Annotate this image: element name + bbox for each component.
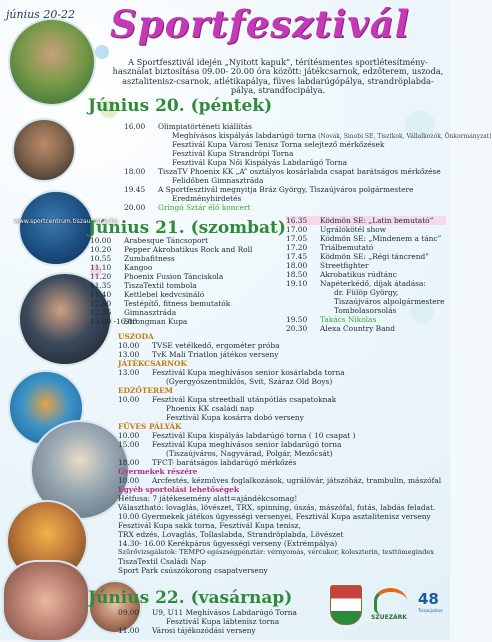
schedule-event: Phoenix KK családi nap [166,404,255,413]
schedule-time: 16.35 [286,216,308,225]
schedule-row [124,131,492,140]
schedule-event: Fesztivál Kupa kosárra dobó verseny [166,413,304,422]
schedule-row [124,122,444,131]
schedule-event: Arcfestés, kézműves foglalkozások, ugrálóvár, játszóház, trambulin, mászófal [152,476,442,485]
schedule-event: Városi tájékozódási verseny [152,626,256,635]
anniversary-number: 48 [418,590,439,608]
schedule-time: 12.00 [90,299,112,308]
venue-heading: USZODA [118,332,154,341]
schedule-event: Fesztivál Kupa Strandröpi Torna [172,149,294,158]
schedule-row [286,261,446,270]
schedule-time: 19.45 [124,185,146,194]
schedule-row [90,272,290,281]
szuezark-logo [366,588,412,628]
schedule-row [90,254,290,263]
schedule-row [124,149,444,158]
schedule-event: Eredményhirdetés [172,194,242,203]
schedule-event: Fesztivál Kupa streetball utánpótlás csapatoknak [152,395,337,404]
schedule-event: (Tiszaújváros, Nagyvárad, Polgár, Mezőcsát) [166,449,333,458]
schedule-event: Tiszaújváros alpolgármestere [334,297,445,306]
schedule-time: 17.20 [286,243,308,252]
day1-title: Június 20. (péntek) [88,96,273,116]
children-photo [2,560,90,642]
schedule-row [118,458,448,467]
schedule-event: Arabesque Táncsoport [124,236,208,245]
schedule-time: 20.30 [286,324,308,333]
schedule-event: Fesztivál Kupa Városi Tenisz Torna selejtező mérkőzések [172,140,385,149]
day2-right-schedule [286,216,446,333]
arc-icon [374,588,407,614]
schedule-time: 19.10 [286,279,308,288]
other-sports-line: Választható: lovaglás, lövészet, TRX, spinning, úszás, mászófal, futás, labdás feladat. [118,503,436,512]
schedule-row [286,288,446,297]
schedule-event: dr. Fülöp György, [334,288,399,297]
schedule-event: Felidőben Gimnasztráda [172,176,264,185]
schedule-row [286,243,446,252]
schedule-row [118,449,448,458]
schedule-row [118,395,448,404]
schedule-time: 11.00 [118,626,140,635]
schedule-event: Fesztivál Kupa Női Kispályás Labdarúgó Torna [172,158,348,167]
venue-heading: JÁTÉKCSARNOK [118,359,187,368]
schedule-row [90,245,290,254]
schedule-time: 13.00 [118,368,140,377]
other-sports-line: Hétfusa: 7 játékesemény alatt=ajándékcsomag! [118,494,298,503]
schedule-row [286,279,446,288]
schedule-event: TiszaTextil tombola [124,281,197,290]
schedule-row [124,185,444,194]
schedule-event: Ködmön SE: „Latin bemutató” [320,216,434,225]
schedule-time: 10.00 [118,431,140,440]
schedule-row [118,476,448,485]
schedule-time: 11.40 [90,290,112,299]
other-sports-line: 14.30- 16.00 Kerékpáros ügyességi verseny (Extrémpálya) [118,539,338,548]
schedule-time: 13.00 [118,350,140,359]
schedule-time: 19.50 [286,315,308,324]
other-sports-line: Sport Park csúszókorong csapatverseny [118,566,268,575]
schedule-time: 17.05 [286,234,308,243]
schedule-time: 10.20 [90,245,112,254]
schedule-row [90,290,290,299]
schedule-time: 12.35 [90,308,112,317]
day3-schedule [118,608,338,635]
schedule-time: 10.00 [118,341,140,350]
schedule-event: Gimnasztráda [124,308,177,317]
schedule-row [286,252,446,261]
schedule-event: Fesztivál Kupa meghívásos senior labdarúgó torna [152,440,342,449]
schedule-time: 09.00 [118,608,140,617]
schedule-row [90,299,290,308]
schedule-event: Ködmön SE: „Régi táncrend” [320,252,430,261]
schedule-time: 15.00 [118,440,140,449]
schedule-time: 13.00 -16.00 [90,317,138,326]
schedule-row [90,236,290,245]
schedule-time: 18.00 [118,458,140,467]
other-sports-line: Fesztivál Kupa sakk torna, Fesztivál Kupa tenisz, [118,521,301,530]
schedule-row [124,194,444,203]
soccer-photo [8,18,96,106]
schedule-event: Akrobatikus rúdtánc [320,270,397,279]
schedule-row [124,167,444,176]
swimming-photo [18,190,94,266]
schedule-row [118,626,338,635]
schedule-event: Testépítő, fitness bemutatók [124,299,231,308]
schedule-time: 10.00 [118,476,140,485]
day2-left-schedule [90,236,290,326]
schedule-event: Kettlebel kedvcsináló [124,290,205,299]
schedule-row [118,431,448,440]
schedule-event: Ködmön SE: „Mindenem a tánc” [320,234,442,243]
schedule-event: TiszaTV Phoenix KK „A” osztályos kosárlabda csapat barátságos mérkőzése [158,167,441,176]
schedule-event: Meghívásos kispályás labdarúgó torna (Novák, Sinobi SE, Tisztkok, Vállalkozók, Önkormányzat) [172,131,492,140]
day1-schedule [124,122,492,212]
schedule-row [118,368,448,377]
intro-text: A Sportfesztivál idején „Nyitott kapuk”, térítésmentes sportlétesítmény-használat biztosítása 09.00- 20.00 óra között: játékcsarnok, edzőterem, uszoda, asztalitenisz-csarnok, atlétikapálya, füves labdarúgópálya, strandröplabda-pálya, strandfocipálya. [112,57,444,95]
logo-text: SZUEZÁRK [371,614,407,621]
venue-heading: EDZŐTEREM [118,386,173,395]
schedule-row [90,263,290,272]
schedule-row [286,297,446,306]
schedule-event: Pepper Akrobatikus Rock and Roll [124,245,253,254]
schedule-row [90,308,290,317]
schedule-time: 10.00 [90,236,112,245]
schedule-event: Ugrálókötél show [320,225,387,234]
schedule-row [286,216,446,225]
schedule-row [124,176,444,185]
schedule-time: 20.00 [124,203,146,212]
schedule-time: 18.00 [286,261,308,270]
schedule-event: (Gyergyószentmiklós, Svit, Száraz Old Boys) [166,377,333,386]
schedule-time: 18.00 [124,167,146,176]
schedule-event: Phoenix Fusion Tánciskola [124,272,224,281]
schedule-row [286,315,446,324]
schedule-event: Streetfighter [320,261,369,270]
schedule-event: Gringó Sztár élő koncert [158,203,251,212]
schedule-time: 11.20 [90,272,112,281]
schedule-event: Tombolasorsolás [334,306,397,315]
schedule-event: Triálbemutató [320,243,374,252]
schedule-row [286,225,446,234]
schedule-event: U9, U11 Meghívásos Labdarúgó Torna [152,608,297,617]
schedule-event: Alexa Country Band [320,324,395,333]
schedule-time: 11.10 [90,263,112,272]
schedule-row [118,404,448,413]
schedule-row [90,281,290,290]
schedule-row [118,617,338,626]
schedule-time: 17.45 [286,252,308,261]
anniversary-logo [418,590,448,630]
schedule-event: Fesztivál Kupa kispályás labdarúgó torna ( 10 csapat ) [152,431,356,440]
day2-venues [118,332,448,575]
schedule-row [286,270,446,279]
schedule-event: Fesztivál Kupa lábtenisz torna [166,617,280,626]
schedule-row [124,140,444,149]
schedule-event: TFCT- barátságos labdarúgó mérkőzés [152,458,297,467]
schedule-row [118,608,338,617]
venue-heading: FÜVES PÁLYÁK [118,422,182,431]
schedule-event: TvK Mali Triatlon játékos verseny [152,350,279,359]
city-coat-of-arms-logo [330,585,362,625]
schedule-time: 10.00 [118,395,140,404]
schedule-time: 16.00 [124,122,146,131]
day2-title: Június 21. (szombat) [88,218,286,238]
schedule-event: TVSE vetélkedő, ergométer próba [152,341,280,350]
schedule-time: 10.55 [90,254,112,263]
schedule-row [118,413,448,422]
schedule-row [118,440,448,449]
schedule-time: 18.50 [286,270,308,279]
other-sports-heading: Egyéb sportolási lehetőségek [118,485,239,494]
schedule-event: Zumbafitness [124,254,175,263]
other-sports-line: Szűrővizsgálatok: TEMPO egészségpénztár: vérnyomás, vércukor, koleszterin, testtömegindex [118,548,435,556]
schedule-row [124,203,444,212]
schedule-note: (Novák, Sinobi SE, Tisztkok, Vállalkozók, Önkormányzat) [316,133,492,140]
other-sports-line: 10.00 Gyermekek játékos ügyességi versenyei, Fesztivál Kupa asztalitenisz verseny [118,512,431,521]
schedule-event: Fesztivál Kupa meghívásos senior kosárlabda torna [152,368,345,377]
date-badge: június 20-22 [6,8,76,21]
schedule-time: 17.00 [286,225,308,234]
website-url[interactable]: www.sportcentrum.tiszaujvaros.hu [14,218,118,225]
schedule-row [118,377,448,386]
other-sports-line: TRX edzés, Lovaglás, Tollaslabda, Strandröplabda, Lövészet [118,530,344,539]
schedule-event: Takács Nikolas [320,315,377,324]
schedule-event: A Sportfesztivál megnyitja Bráz György, Tiszaújváros polgármestere [158,185,414,194]
schedule-event: Olimpiatörténeti kiállítás [158,122,252,131]
schedule-time: 11.35 [90,281,112,290]
schedule-row [286,234,446,243]
schedule-event: Kangoo [124,263,153,272]
schedule-row [286,306,446,315]
schedule-event: Strongman Kupa [124,317,188,326]
schedule-row [118,350,448,359]
other-sports-line: TiszaTextil Családi Nap [118,557,207,566]
page-title: Sportfesztivál [110,2,410,46]
singer-photo [12,118,76,182]
schedule-row [118,341,448,350]
schedule-event: Napéterkédő, díjak átadása: [320,279,426,288]
anniversary-sub: Tiszaújváros [418,608,443,613]
kids-heading: Gyermekek részére [118,467,198,476]
schedule-row [90,317,290,326]
day3-title: Június 22. (vasárnap) [88,588,293,608]
schedule-row [124,158,444,167]
decor-bubble [95,45,109,59]
